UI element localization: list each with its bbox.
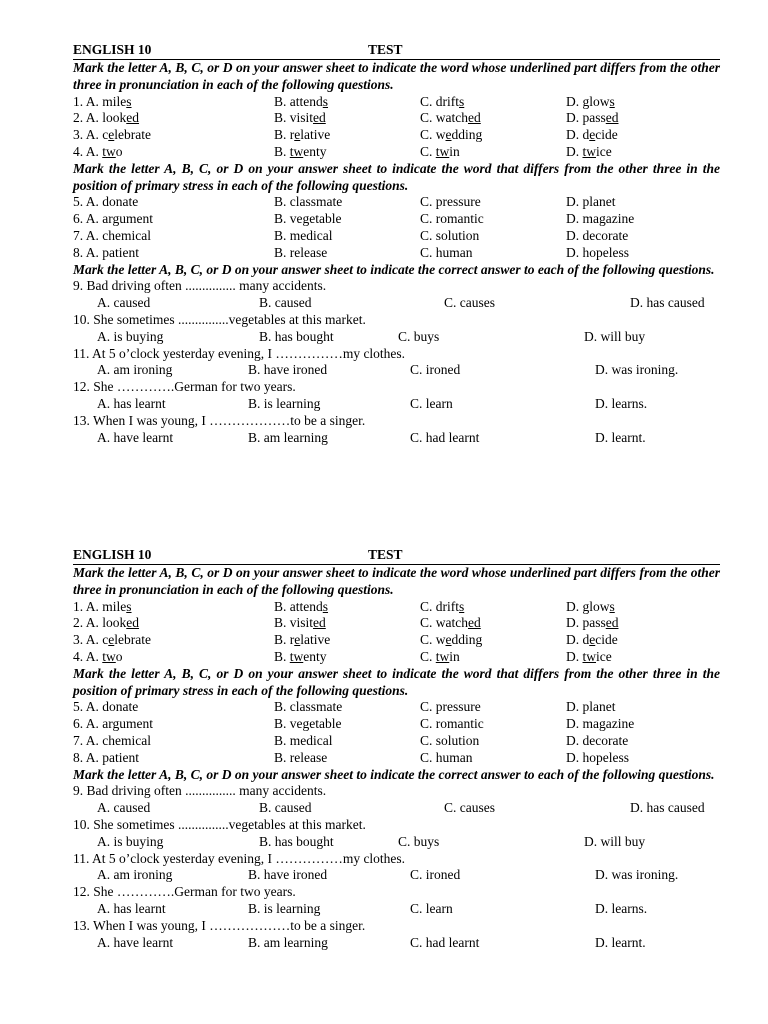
- answer-option: [274, 649, 327, 666]
- underlined-part: ed: [126, 615, 140, 631]
- answer-option: [73, 110, 139, 127]
- word-part: enty: [303, 648, 327, 664]
- answer-option: C. causes: [444, 800, 495, 816]
- word-part: dding: [451, 127, 483, 143]
- answer-option: [73, 127, 151, 144]
- test-header: [73, 42, 720, 60]
- answer-option: 6. A. argument: [73, 716, 153, 732]
- question-text: 9. Bad driving often ............... many accidents.: [73, 783, 327, 799]
- word-part: c: [102, 127, 109, 143]
- answer-option: C. romantic: [420, 716, 484, 732]
- underlined-part: tw: [582, 648, 596, 664]
- word-part: dding: [451, 632, 483, 648]
- answer-option: C. ironed: [410, 867, 461, 883]
- options-row: [73, 329, 720, 346]
- test-title: TEST: [368, 547, 403, 562]
- word-part: B. visit: [274, 615, 314, 631]
- section2-instruction: Mark the letter A, B, C, or D on your answer sheet to indicate the word that differs from the other three in the position of primary stress in each of the following questions.: [73, 160, 720, 193]
- test-title: TEST: [368, 42, 403, 57]
- word-part: D. glow: [566, 598, 610, 614]
- options-row: [73, 834, 720, 851]
- answer-option: D. will buy: [584, 833, 646, 849]
- answer-option: 8. A. patient: [73, 749, 139, 765]
- answer-option: A. am ironing: [97, 867, 173, 883]
- underlined-part: e: [445, 127, 452, 143]
- grammar-questions: [73, 783, 720, 951]
- answer-option: B. has bought: [259, 328, 334, 344]
- question-text: 11. At 5 o’clock yesterday evening, I ……………my clothes.: [73, 345, 406, 361]
- answer-option: D. learnt.: [595, 934, 646, 950]
- answer-option: [274, 144, 327, 161]
- answer-option: [566, 615, 619, 632]
- answer-option: B. have ironed: [248, 362, 328, 378]
- answer-option: [73, 615, 139, 632]
- word-part: o: [115, 143, 123, 159]
- underlined-part: ed: [605, 615, 619, 631]
- answer-option: C. solution: [420, 732, 480, 748]
- underlined-part: e: [108, 632, 115, 648]
- section1-instruction: Mark the letter A, B, C, or D on your answer sheet to indicate the word whose underlined part differs from the other three in pronunciation in each of the following questions.: [73, 60, 720, 92]
- answer-option: C. buys: [398, 328, 440, 344]
- answer-option: B. medical: [274, 732, 333, 748]
- word-part: D. pass: [566, 615, 606, 631]
- underlined-part: ed: [126, 110, 140, 126]
- word-part: D. pass: [566, 110, 606, 126]
- answer-option: [566, 144, 612, 161]
- question-text: 10. She sometimes ...............vegetables at this market.: [73, 311, 366, 327]
- question-number: 2. A.: [73, 615, 103, 631]
- subject-heading: ENGLISH 10: [73, 547, 152, 562]
- question-text: 11. At 5 o’clock yesterday evening, I ……………my clothes.: [73, 850, 406, 866]
- word-part: D. glow: [566, 93, 610, 109]
- answer-option: [73, 94, 132, 111]
- answer-option: A. is buying: [97, 328, 164, 344]
- answer-option: B. is learning: [248, 395, 321, 411]
- answer-option: A. have learnt: [97, 429, 174, 445]
- question-row: [73, 649, 720, 666]
- answer-option: 7. A. chemical: [73, 227, 151, 243]
- answer-option: 5. A. donate: [73, 699, 139, 715]
- question-number: 2. A.: [73, 110, 103, 126]
- answer-option: [73, 144, 123, 161]
- options-row: [73, 430, 720, 447]
- underlined-part: s: [459, 598, 465, 614]
- answer-option: A. has learnt: [97, 395, 166, 411]
- word-part: B. attend: [274, 598, 323, 614]
- answer-option: C. human: [420, 244, 473, 260]
- word-part: C.: [420, 648, 436, 664]
- answer-option: [73, 599, 132, 616]
- underlined-part: s: [609, 93, 615, 109]
- answer-option: D. learns.: [595, 900, 648, 916]
- question-number: 3. A.: [73, 632, 103, 648]
- underlined-part: e: [108, 127, 115, 143]
- answer-option: C. learn: [410, 900, 453, 916]
- answer-option: [274, 632, 330, 649]
- word-part: cide: [595, 632, 618, 648]
- question-number: 4. A.: [73, 143, 103, 159]
- underlined-part: e: [445, 632, 452, 648]
- underlined-part: s: [322, 598, 329, 614]
- answer-option: A. has learnt: [97, 900, 166, 916]
- answer-option: C. human: [420, 749, 473, 765]
- answer-option: B. caused: [259, 295, 312, 311]
- options-row: [73, 867, 720, 884]
- answer-option: [420, 94, 464, 111]
- underlined-part: ed: [605, 110, 619, 126]
- word-part: B.: [274, 143, 290, 159]
- stress-questions: [73, 699, 720, 766]
- answer-option: 7. A. chemical: [73, 732, 151, 748]
- underlined-part: ed: [313, 615, 326, 631]
- answer-option: B. am learning: [248, 429, 328, 445]
- answer-option: [420, 632, 482, 649]
- underlined-part: s: [126, 93, 132, 109]
- underlined-part: s: [609, 598, 615, 614]
- word-part: C.: [420, 143, 436, 159]
- question-text: 9. Bad driving often ............... many accidents.: [73, 278, 327, 294]
- answer-option: D. was ironing.: [595, 867, 679, 883]
- answer-option: C. causes: [444, 295, 495, 311]
- question-row: [73, 144, 720, 161]
- word-part: lative: [300, 127, 331, 143]
- answer-option: B. is learning: [248, 900, 321, 916]
- underlined-part: tw: [435, 648, 450, 664]
- answer-option: D. will buy: [584, 328, 646, 344]
- underlined-part: tw: [102, 143, 116, 159]
- question-text: 10. She sometimes ...............vegetables at this market.: [73, 816, 366, 832]
- word-part: B.: [274, 648, 290, 664]
- question-row: [73, 245, 720, 262]
- question-text: 13. When I was young, I ………………to be a singer.: [73, 917, 366, 933]
- answer-option: B. have ironed: [248, 867, 328, 883]
- section2-instruction: Mark the letter A, B, C, or D on your answer sheet to indicate the word that differs from the other three in the position of primary stress in each of the following questions.: [73, 665, 720, 698]
- word-part: B. r: [274, 632, 295, 648]
- question-text: 12. She ………….German for two years.: [73, 379, 296, 395]
- answer-option: [566, 127, 618, 144]
- underlined-part: s: [459, 93, 465, 109]
- answer-option: D. has caused: [630, 800, 705, 816]
- word-part: cide: [595, 127, 618, 143]
- answer-option: D. decorate: [566, 732, 629, 748]
- answer-option: [420, 110, 481, 127]
- question-row: [73, 699, 720, 716]
- answer-option: [274, 615, 326, 632]
- word-part: lebrate: [114, 127, 151, 143]
- underlined-part: s: [126, 598, 132, 614]
- word-part: in: [449, 143, 460, 159]
- answer-option: B. release: [274, 749, 328, 765]
- answer-option: D. has caused: [630, 295, 705, 311]
- options-row: [73, 800, 720, 817]
- options-row: [73, 396, 720, 413]
- answer-option: C. had learnt: [410, 429, 480, 445]
- answer-option: A. is buying: [97, 833, 164, 849]
- answer-option: [274, 599, 328, 616]
- answer-option: B. am learning: [248, 934, 328, 950]
- answer-option: [566, 110, 619, 127]
- test-copy-1: [73, 42, 720, 446]
- question-row: [73, 228, 720, 245]
- subject-heading: ENGLISH 10: [73, 42, 152, 57]
- word-part: B. visit: [274, 110, 314, 126]
- question-row: [73, 94, 720, 111]
- underlined-part: tw: [289, 143, 304, 159]
- grammar-questions: [73, 278, 720, 446]
- underlined-part: tw: [582, 143, 596, 159]
- answer-option: D. was ironing.: [595, 362, 679, 378]
- answer-option: D. learnt.: [595, 429, 646, 445]
- underlined-part: e: [589, 632, 596, 648]
- answer-option: 5. A. donate: [73, 194, 139, 210]
- answer-option: [274, 110, 326, 127]
- section1-instruction: Mark the letter A, B, C, or D on your answer sheet to indicate the word whose underlined part differs from the other three in pronunciation in each of the following questions.: [73, 565, 720, 597]
- answer-option: [420, 127, 482, 144]
- word-part: B. r: [274, 127, 295, 143]
- word-part: lebrate: [114, 632, 151, 648]
- word-part: in: [449, 648, 460, 664]
- answer-option: [566, 632, 618, 649]
- section3-instruction: Mark the letter A, B, C, or D on your answer sheet to indicate the correct answer to each of the following questions.: [73, 766, 715, 782]
- word-part: C. drift: [420, 598, 459, 614]
- answer-option: C. pressure: [420, 194, 481, 210]
- question-number: 4. A.: [73, 648, 103, 664]
- question-row: [73, 211, 720, 228]
- word-part: lative: [300, 632, 331, 648]
- underlined-part: e: [589, 127, 596, 143]
- question-text: 13. When I was young, I ………………to be a singer.: [73, 412, 366, 428]
- underlined-part: ed: [468, 615, 481, 631]
- answer-option: D. learns.: [595, 395, 648, 411]
- answer-option: C. learn: [410, 395, 453, 411]
- answer-option: [420, 615, 481, 632]
- question-row: [73, 194, 720, 211]
- word-part: enty: [303, 143, 327, 159]
- underlined-part: tw: [102, 648, 116, 664]
- answer-option: D. planet: [566, 699, 616, 715]
- question-row: [73, 110, 720, 127]
- underlined-part: ed: [468, 110, 481, 126]
- answer-option: C. romantic: [420, 211, 484, 227]
- question-number: 1. A.: [73, 93, 103, 109]
- answer-option: D. planet: [566, 194, 616, 210]
- word-part: C. w: [420, 127, 446, 143]
- underlined-part: ed: [313, 110, 326, 126]
- answer-option: [566, 649, 612, 666]
- word-part: look: [102, 110, 127, 126]
- answer-option: D. magazine: [566, 716, 635, 732]
- word-part: C. w: [420, 632, 446, 648]
- underlined-part: e: [294, 127, 301, 143]
- answer-option: [420, 649, 460, 666]
- word-part: ice: [596, 143, 612, 159]
- test-header: [73, 547, 720, 565]
- answer-option: C. pressure: [420, 699, 481, 715]
- options-row: [73, 295, 720, 312]
- answer-option: B. release: [274, 244, 328, 260]
- answer-option: C. buys: [398, 833, 440, 849]
- answer-option: D. magazine: [566, 211, 635, 227]
- pronunciation-questions: [73, 599, 720, 666]
- question-row: [73, 716, 720, 733]
- word-part: C. watch: [420, 615, 468, 631]
- question-row: [73, 615, 720, 632]
- question-row: [73, 127, 720, 144]
- pronunciation-questions: [73, 94, 720, 161]
- word-part: D.: [566, 648, 583, 664]
- word-part: D. d: [566, 632, 590, 648]
- answer-option: C. ironed: [410, 362, 461, 378]
- section3-instruction: Mark the letter A, B, C, or D on your answer sheet to indicate the correct answer to each of the following questions.: [73, 261, 715, 277]
- word-part: c: [102, 632, 109, 648]
- options-row: [73, 901, 720, 918]
- answer-option: 6. A. argument: [73, 211, 153, 227]
- options-row: [73, 935, 720, 952]
- answer-option: B. vegetable: [274, 211, 342, 227]
- answer-option: B. classmate: [274, 194, 343, 210]
- answer-option: C. had learnt: [410, 934, 480, 950]
- underlined-part: tw: [435, 143, 450, 159]
- answer-option: B. vegetable: [274, 716, 342, 732]
- word-part: C. drift: [420, 93, 459, 109]
- answer-option: [566, 94, 615, 111]
- question-row: [73, 599, 720, 616]
- question-row: [73, 632, 720, 649]
- word-part: mile: [102, 598, 127, 614]
- answer-option: [73, 649, 123, 666]
- question-number: 1. A.: [73, 598, 103, 614]
- answer-option: [566, 599, 615, 616]
- word-part: ice: [596, 648, 612, 664]
- word-part: mile: [102, 93, 127, 109]
- answer-option: B. medical: [274, 227, 333, 243]
- answer-option: [274, 94, 328, 111]
- options-row: [73, 362, 720, 379]
- answer-option: D. hopeless: [566, 244, 629, 260]
- question-row: [73, 750, 720, 767]
- answer-option: A. caused: [97, 800, 151, 816]
- underlined-part: s: [322, 93, 329, 109]
- answer-option: 8. A. patient: [73, 244, 139, 260]
- answer-option: D. decorate: [566, 227, 629, 243]
- answer-option: A. caused: [97, 295, 151, 311]
- word-part: look: [102, 615, 127, 631]
- underlined-part: tw: [289, 648, 304, 664]
- answer-option: [274, 127, 330, 144]
- test-copy-2: [73, 547, 720, 951]
- word-part: D. d: [566, 127, 590, 143]
- answer-option: D. hopeless: [566, 749, 629, 765]
- word-part: D.: [566, 143, 583, 159]
- answer-option: A. am ironing: [97, 362, 173, 378]
- answer-option: [420, 144, 460, 161]
- answer-option: B. classmate: [274, 699, 343, 715]
- question-row: [73, 733, 720, 750]
- question-number: 3. A.: [73, 127, 103, 143]
- answer-option: A. have learnt: [97, 934, 174, 950]
- answer-option: [73, 632, 151, 649]
- question-text: 12. She ………….German for two years.: [73, 884, 296, 900]
- underlined-part: e: [294, 632, 301, 648]
- answer-option: B. has bought: [259, 833, 334, 849]
- answer-option: C. solution: [420, 227, 480, 243]
- stress-questions: [73, 194, 720, 261]
- word-part: B. attend: [274, 93, 323, 109]
- word-part: C. watch: [420, 110, 468, 126]
- answer-option: [420, 599, 464, 616]
- answer-option: B. caused: [259, 800, 312, 816]
- word-part: o: [115, 648, 123, 664]
